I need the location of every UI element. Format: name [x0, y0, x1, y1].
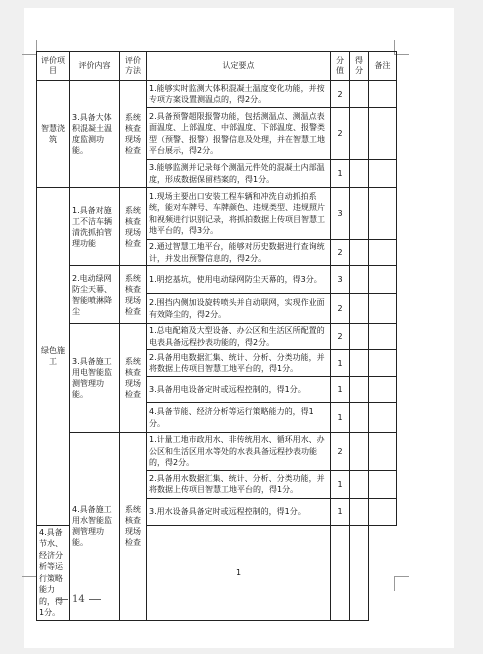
content-cell-dust: 2.电动绿网防尘天幕、智能喷淋降尘	[70, 266, 120, 324]
points-cell: 2	[331, 294, 350, 324]
points-cell: 1	[331, 403, 350, 433]
header-requirements: 认定要点	[147, 52, 331, 81]
crop-mark-bottom-left	[22, 576, 37, 591]
header-project: 评价项目	[37, 52, 70, 81]
score-cell	[350, 294, 369, 324]
points-cell: 1	[331, 350, 350, 377]
requirement-cell: 3.能够监测并记录每个测温元件处的混凝土内部温度，形成数据保留档案的，得1分。	[147, 160, 331, 188]
remarks-cell	[369, 433, 397, 471]
project-cell-smart-pour: 智慧浇筑	[37, 81, 70, 188]
score-cell	[350, 188, 369, 240]
requirement-cell: 2.通过智慧工地平台，能够对历史数据进行查询统计，并发出预警信息的，得2分。	[147, 240, 331, 266]
requirement-cell: 2.具备用电数据汇集、统计、分析、分类功能，并将数据上传项目智慧工地平台的，得1分。	[147, 350, 331, 377]
requirement-cell: 2.围挡内侧加设旋转喷头并自动联网，实现作业面有效降尘的，得2分。	[147, 294, 331, 324]
requirement-cell: 3.具备用电设备定时或远程控制的，得1分。	[147, 377, 331, 403]
remarks-cell	[369, 81, 397, 108]
remarks-cell	[369, 498, 397, 525]
remarks-cell	[369, 108, 397, 160]
points-cell: 1	[147, 525, 331, 620]
remarks-cell	[369, 470, 397, 498]
method-cell: 系统核查现场检查	[120, 433, 147, 621]
score-cell	[350, 377, 369, 403]
score-cell	[350, 350, 369, 377]
requirement-cell: 1.明挖基坑，使用电动绿网防尘天幕的，得3分。	[147, 266, 331, 294]
score-cell	[350, 266, 369, 294]
requirement-cell: 2.具备用水数据汇集、统计、分析、分类功能，并将数据上传项目智慧工地平台的，得1分。	[147, 470, 331, 498]
score-cell	[350, 160, 369, 188]
table-row	[37, 188, 397, 240]
score-cell	[350, 433, 369, 471]
method-cell: 系统核查现场检查	[120, 81, 147, 188]
points-cell: 2	[331, 324, 350, 350]
requirement-cell: 2.具备预警超限报警功能，包括测温点、测温点表面温度、上部温度、中部温度、下部温度、报警类型（预警、报警）报警信息及处理，并在智慧工地平台展示，得2分。	[147, 108, 331, 160]
points-cell: 2	[331, 240, 350, 266]
requirement-cell: 3.用水设备具备定时或远程控制的，得1分。	[147, 498, 331, 525]
method-cell: 系统核查现场检查	[120, 266, 147, 324]
content-cell-power: 3.具备施工用电智能监测管理功能。	[70, 324, 120, 433]
header-score: 得分	[350, 52, 369, 81]
remarks-cell	[369, 403, 397, 433]
footer-dash-left	[56, 599, 68, 600]
score-cell	[350, 498, 369, 525]
remarks-cell	[369, 266, 397, 294]
requirement-cell: 1.计量工地市政用水、非传统用水、循环用水、办公区和生活区用水等处的水表具备远程抄表功能的，得2分。	[147, 433, 331, 471]
header-points: 分值	[331, 52, 350, 81]
table-row	[37, 81, 397, 108]
remarks-cell	[369, 377, 397, 403]
score-cell	[350, 403, 369, 433]
table-row	[37, 266, 397, 294]
requirement-cell: 1.现场主要出口安装工程车辆和冲洗自动抓拍系统，能对车牌号、车牌颜色、违规类型、违规照片和视频进行识别记录，将抓拍数据上传项目智慧工地平台的，得3分。	[147, 188, 331, 240]
score-cell	[350, 470, 369, 498]
remarks-cell	[369, 294, 397, 324]
header-method: 评价方法	[120, 52, 147, 81]
requirement-cell: 4.具备节能、经济分析等运行策略能力的，得1分。	[147, 403, 331, 433]
score-cell	[331, 525, 350, 620]
table-header-row	[37, 52, 397, 81]
points-cell: 1	[331, 470, 350, 498]
header-remarks: 备注	[369, 52, 397, 81]
score-cell	[350, 108, 369, 160]
remarks-cell	[350, 525, 369, 620]
project-cell-green-construction: 绿色施工	[37, 188, 70, 526]
requirement-cell: 4.具备节水、经济分析等运行策略能力的，得1分。	[37, 525, 70, 620]
score-cell	[350, 240, 369, 266]
content-cell-vehicle-wash: 1.具备对施工不洁车辆清洗抓拍管理功能	[70, 188, 120, 266]
points-cell: 1	[331, 160, 350, 188]
remarks-cell	[369, 240, 397, 266]
table-row	[37, 324, 397, 350]
points-cell: 2	[331, 81, 350, 108]
points-cell: 3	[331, 188, 350, 240]
points-cell: 1	[331, 498, 350, 525]
table-row	[37, 433, 397, 471]
points-cell: 1	[331, 377, 350, 403]
remarks-cell	[369, 324, 397, 350]
requirement-cell: 1.能够实时监测大体积混凝土温度变化功能，并按专项方案设置测温点的，得2分。	[147, 81, 331, 108]
crop-mark-top-left	[22, 40, 37, 55]
content-cell-water: 4.具备施工用水智能监测管理功能。	[70, 433, 120, 621]
method-cell: 系统核查现场检查	[120, 324, 147, 433]
evaluation-table	[36, 51, 397, 621]
remarks-cell	[369, 350, 397, 377]
points-cell: 2	[331, 108, 350, 160]
footer-dash-right	[89, 599, 101, 600]
remarks-cell	[369, 160, 397, 188]
score-cell	[350, 81, 369, 108]
requirement-cell: 1.总电配箱及大型设备、办公区和生活区所配置的电表具备远程抄表功能的，得2分。	[147, 324, 331, 350]
points-cell: 2	[331, 433, 350, 471]
score-cell	[350, 324, 369, 350]
page-footer	[52, 594, 105, 605]
header-content: 评价内容	[70, 52, 120, 81]
remarks-cell	[369, 188, 397, 240]
content-cell-concrete: 3.具备大体积混凝土温度监测功能。	[70, 81, 120, 188]
method-cell: 系统核查现场检查	[120, 188, 147, 266]
points-cell: 3	[331, 266, 350, 294]
page-number: 14	[72, 594, 85, 605]
